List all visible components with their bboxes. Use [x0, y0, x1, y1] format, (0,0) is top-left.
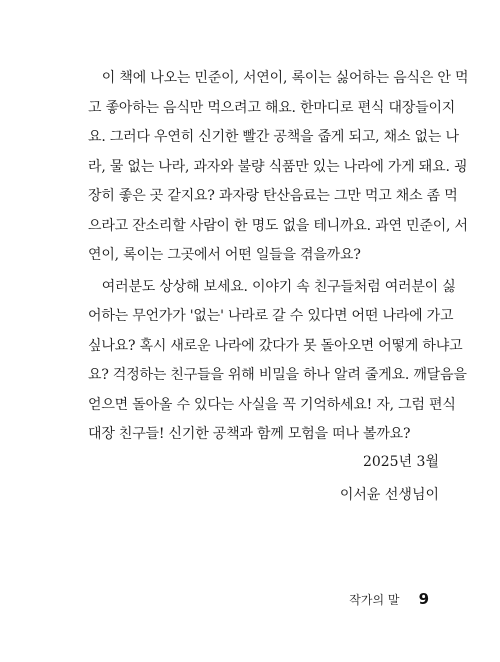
signature-date: 2025년 3월 [362, 454, 439, 470]
text-line: 어하는 무언가가 '없는' 나라로 갈 수 있다면 어떤 나라에 가고 [88, 308, 454, 324]
text-line: 라, 물 없는 나라, 과자와 불량 식품만 있는 나라에 가게 돼요. 굉 [88, 158, 468, 175]
paragraph-1 [88, 64, 469, 271]
paragraph-2 [88, 273, 467, 450]
section-label: 작가의 말 [349, 593, 400, 607]
text-line: 여러분도 상상해 보세요. 이야기 속 친구들처럼 여러분이 싫 [88, 278, 456, 295]
text-line: 요? 걱정하는 친구들을 위해 비밀을 하나 알려 줄게요. 깨달음을 [88, 367, 467, 383]
text-line: 이 책에 나오는 민준이, 서연이, 록이는 싫어하는 음식은 안 먹 [88, 70, 469, 86]
text-line: 요. 그러다 우연히 신기한 빨간 공책을 줍게 되고, 채소 없는 나 [88, 129, 459, 145]
text-line: 으라고 잔소리할 사람이 한 명도 없을 테니까요. 과연 민준이, 서 [88, 217, 468, 234]
text-line: 연이, 록이는 그곳에서 어떤 일들을 겪을까요? [88, 247, 361, 263]
text-line: 고 좋아하는 음식만 먹으려고 해요. 한마디로 편식 대장들이지 [88, 99, 456, 116]
page-number: 9 [418, 590, 429, 608]
text-line: 싶나요? 혹시 새로운 나라에 갔다가 못 돌아오면 어떻게 하냐고 [88, 337, 463, 354]
text-line: 얻으면 돌아올 수 있다는 사실을 꼭 기억하세요! 자, 그럼 편식 [88, 396, 456, 413]
text-line: 대장 친구들! 신기한 공책과 함께 모험을 떠나 볼까요? [88, 426, 411, 442]
preface-body [88, 64, 469, 450]
signature-author: 이서윤 선생님이 [339, 487, 439, 503]
page-footer [349, 589, 429, 608]
text-line: 장히 좋은 곳 같지요? 과자랑 탄산음료는 그만 먹고 채소 좀 먹 [88, 188, 458, 204]
